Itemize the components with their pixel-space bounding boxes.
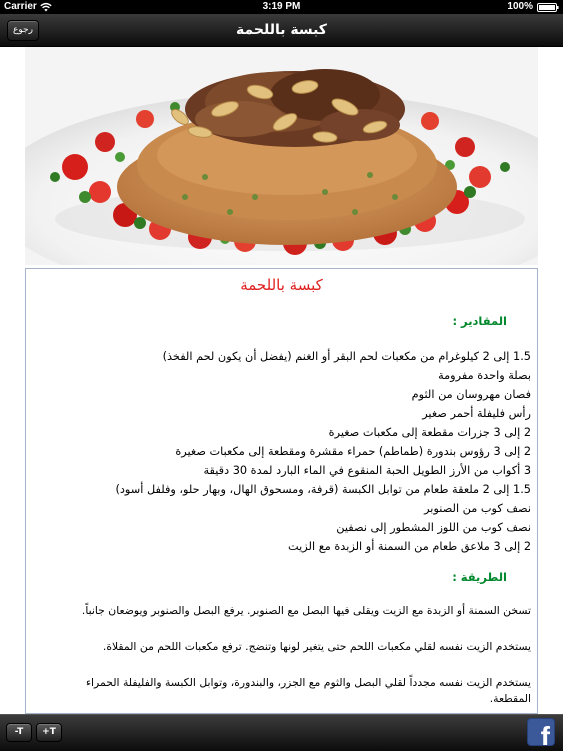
recipe-content[interactable] bbox=[25, 268, 538, 714]
status-bar bbox=[0, 0, 563, 14]
font-decrease-button[interactable]: -T bbox=[6, 723, 32, 742]
back-button[interactable]: رجوع bbox=[7, 20, 39, 41]
list-item: بصلة واحدة مفرومة bbox=[438, 369, 531, 382]
list-item: نصف كوب من اللوز المشطور إلى نصفين bbox=[336, 521, 531, 534]
carrier-label: Carrier bbox=[4, 1, 37, 12]
list-item: رأس فليفلة أحمر صغير bbox=[422, 407, 531, 420]
page-title: كبسة باللحمة bbox=[236, 22, 327, 38]
method-heading: الطريقة : bbox=[452, 570, 507, 584]
list-item: 1.5 إلى 2 كيلوغرام من مكعبات لحم البقر أو الغنم (يفضل أن يكون لحم الفخذ) bbox=[162, 350, 531, 363]
list-item: 2 إلى 3 جزرات مقطعة إلى مكعبات صغيرة bbox=[328, 426, 531, 439]
status-time: 3:19 PM bbox=[262, 1, 301, 12]
ingredients-heading: المقادير : bbox=[452, 314, 507, 328]
facebook-share-button[interactable] bbox=[527, 718, 555, 746]
dish-photo bbox=[25, 47, 538, 265]
facebook-icon: f bbox=[540, 721, 550, 746]
list-item: فصان مهروسان من الثوم bbox=[411, 388, 531, 401]
bottom-toolbar bbox=[0, 714, 563, 751]
method-steps bbox=[51, 603, 531, 714]
method-step: يستخدم الزيت نفسه لقلي مكعبات اللحم حتى يتغير لونها وتنضج. ترفع مكعبات اللحم من المقلاة. bbox=[102, 640, 531, 653]
font-increase-button[interactable]: +T bbox=[36, 723, 62, 742]
method-step: تسخن السمنة أو الزبدة مع الزيت ويقلى فيها البصل مع الصنوبر. يرفع البصل والصنوبر ويوضعان جانباً. bbox=[81, 604, 531, 617]
list-item: 3 أكواب من الأرز الطويل الحبة المنقوع في الماء البارد لمدة 30 دقيقة bbox=[203, 464, 531, 477]
method-step: يستخدم الزيت نفسه مجدداً لقلي البصل والثوم مع الجزر، والبندورة، وتوابل الكبسة والفليفلة الحمراء المقطعة. bbox=[85, 676, 531, 705]
battery-icon bbox=[537, 3, 559, 12]
list-item: 2 إلى 3 ملاعق طعام من السمنة أو الزبدة مع الزيت bbox=[288, 540, 531, 553]
list-item: 2 إلى 3 رؤوس بندورة (طماطم) حمراء مقشرة ومقطعة إلى مكعبات صغيرة bbox=[175, 445, 531, 458]
navigation-bar bbox=[0, 14, 563, 47]
battery-percent: 100% bbox=[507, 1, 533, 12]
ingredients-list bbox=[41, 347, 531, 556]
list-item: نصف كوب من الصنوبر bbox=[424, 502, 531, 515]
list-item: 1.5 إلى 2 ملعقة طعام من توابل الكبسة (قرفة، ومسحوق الهال، وبهار حلو، وفلفل أسود) bbox=[115, 483, 531, 496]
recipe-title: كبسة باللحمة bbox=[240, 276, 323, 294]
